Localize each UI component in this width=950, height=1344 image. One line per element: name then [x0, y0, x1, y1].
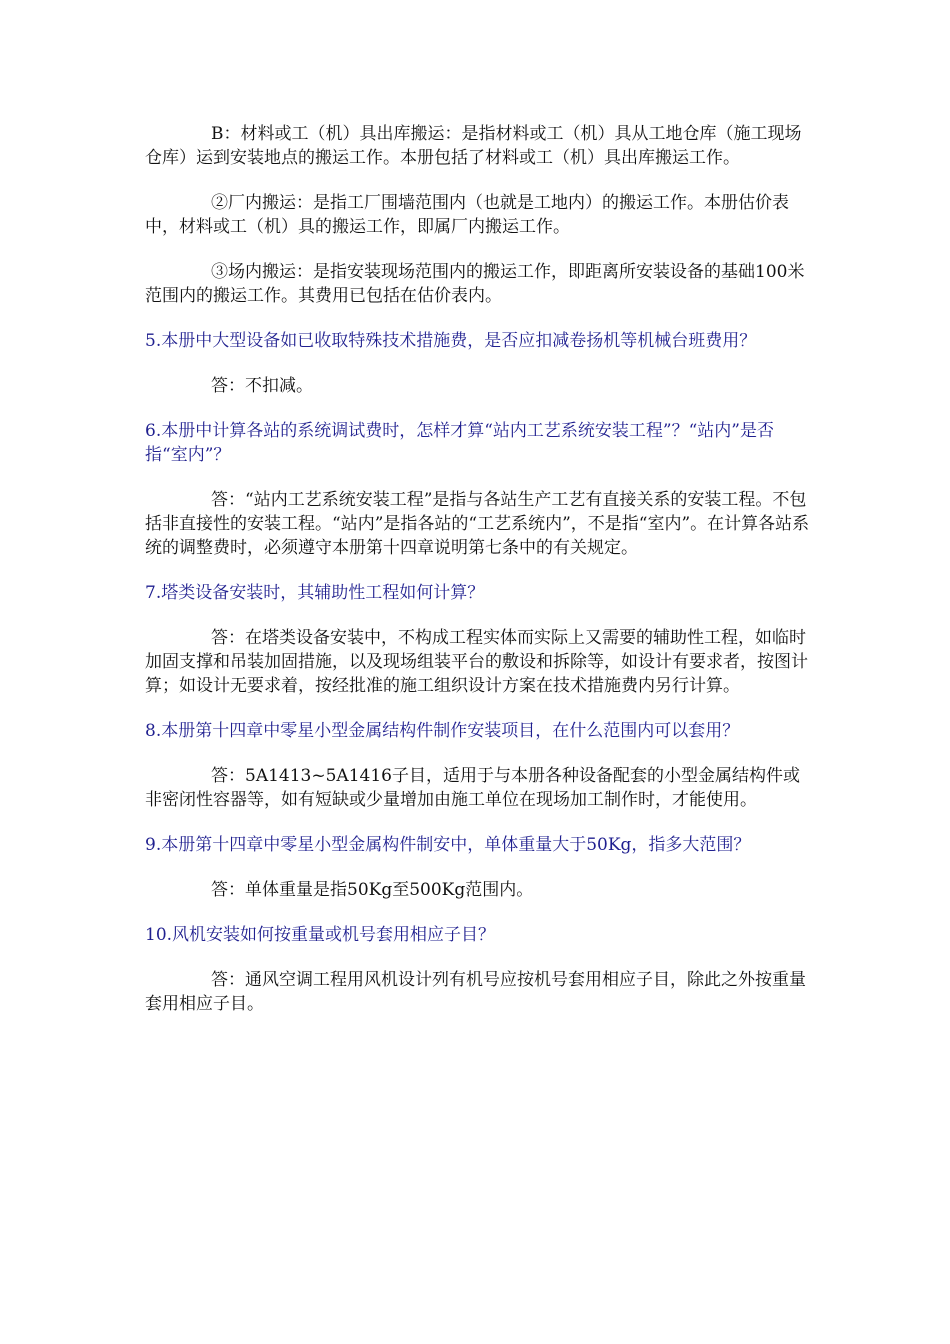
question-7: 7.塔类设备安装时，其辅助性工程如何计算？: [145, 583, 485, 603]
question-5: 5.本册中大型设备如已收取特殊技术措施费，是否应扣减卷扬机等机械台班费用？: [145, 331, 757, 351]
document-page: [145, 122, 815, 1037]
answer-5: 答：不扣减。: [211, 376, 313, 396]
paragraph-factory-transport: ②厂内搬运：是指工厂围墙范围内（也就是工地内）的搬运工作。本册估价表中，材料或工（机）具的搬运工作，即属厂内搬运工作。: [145, 193, 789, 237]
question-6: 6.本册中计算各站的系统调试费时，怎样才算“站内工艺系统安装工程”？“站内”是否指“室内”？: [145, 421, 774, 465]
paragraph-b-outbound-transport: B：材料或工（机）具出库搬运：是指材料或工（机）具从工地仓库（施工现场仓库）运到安装地点的搬运工作。本册包括了材料或工（机）具出库搬运工作。: [145, 124, 802, 168]
answer-10: 答：通风空调工程用风机设计列有机号应按机号套用相应子目，除此之外按重量套用相应子目。: [145, 970, 806, 1014]
answer-7: 答：在塔类设备安装中，不构成工程实体而实际上又需要的辅助性工程，如临时加固支撑和吊装加固措施，以及现场组装平台的敷设和拆除等，如设计有要求者，按图计算；如设计无要求着，按经批准的施工组织设计方案在技术措施费内另行计算。: [145, 628, 808, 696]
question-10: 10.风机安装如何按重量或机号套用相应子目？: [145, 925, 496, 945]
question-9: 9.本册第十四章中零星小型金属构件制安中，单体重量大于50Kg，指多大范围？: [145, 835, 751, 855]
answer-9: 答：单体重量是指50Kg至500Kg范围内。: [211, 880, 534, 900]
answer-8: 答：5A1413~5A1416子目，适用于与本册各种设备配套的小型金属结构件或非密闭性容器等，如有短缺或少量增加由施工单位在现场加工制作时，才能使用。: [145, 766, 800, 810]
paragraph-site-transport: ③场内搬运：是指安装现场范围内的搬运工作，即距离所安装设备的基础100米范围内的搬运工作。其费用已包括在估价表内。: [145, 262, 805, 306]
question-8: 8.本册第十四章中零星小型金属结构件制作安装项目，在什么范围内可以套用？: [145, 721, 740, 741]
answer-6: 答：“站内工艺系统安装工程”是指与各站生产工艺有直接关系的安装工程。不包括非直接性的安装工程。“站内”是指各站的“工艺系统内”，不是指“室内”。在计算各站系统的调整费时，必须遵守本册第十四章说明第七条中的有关规定。: [145, 490, 810, 558]
